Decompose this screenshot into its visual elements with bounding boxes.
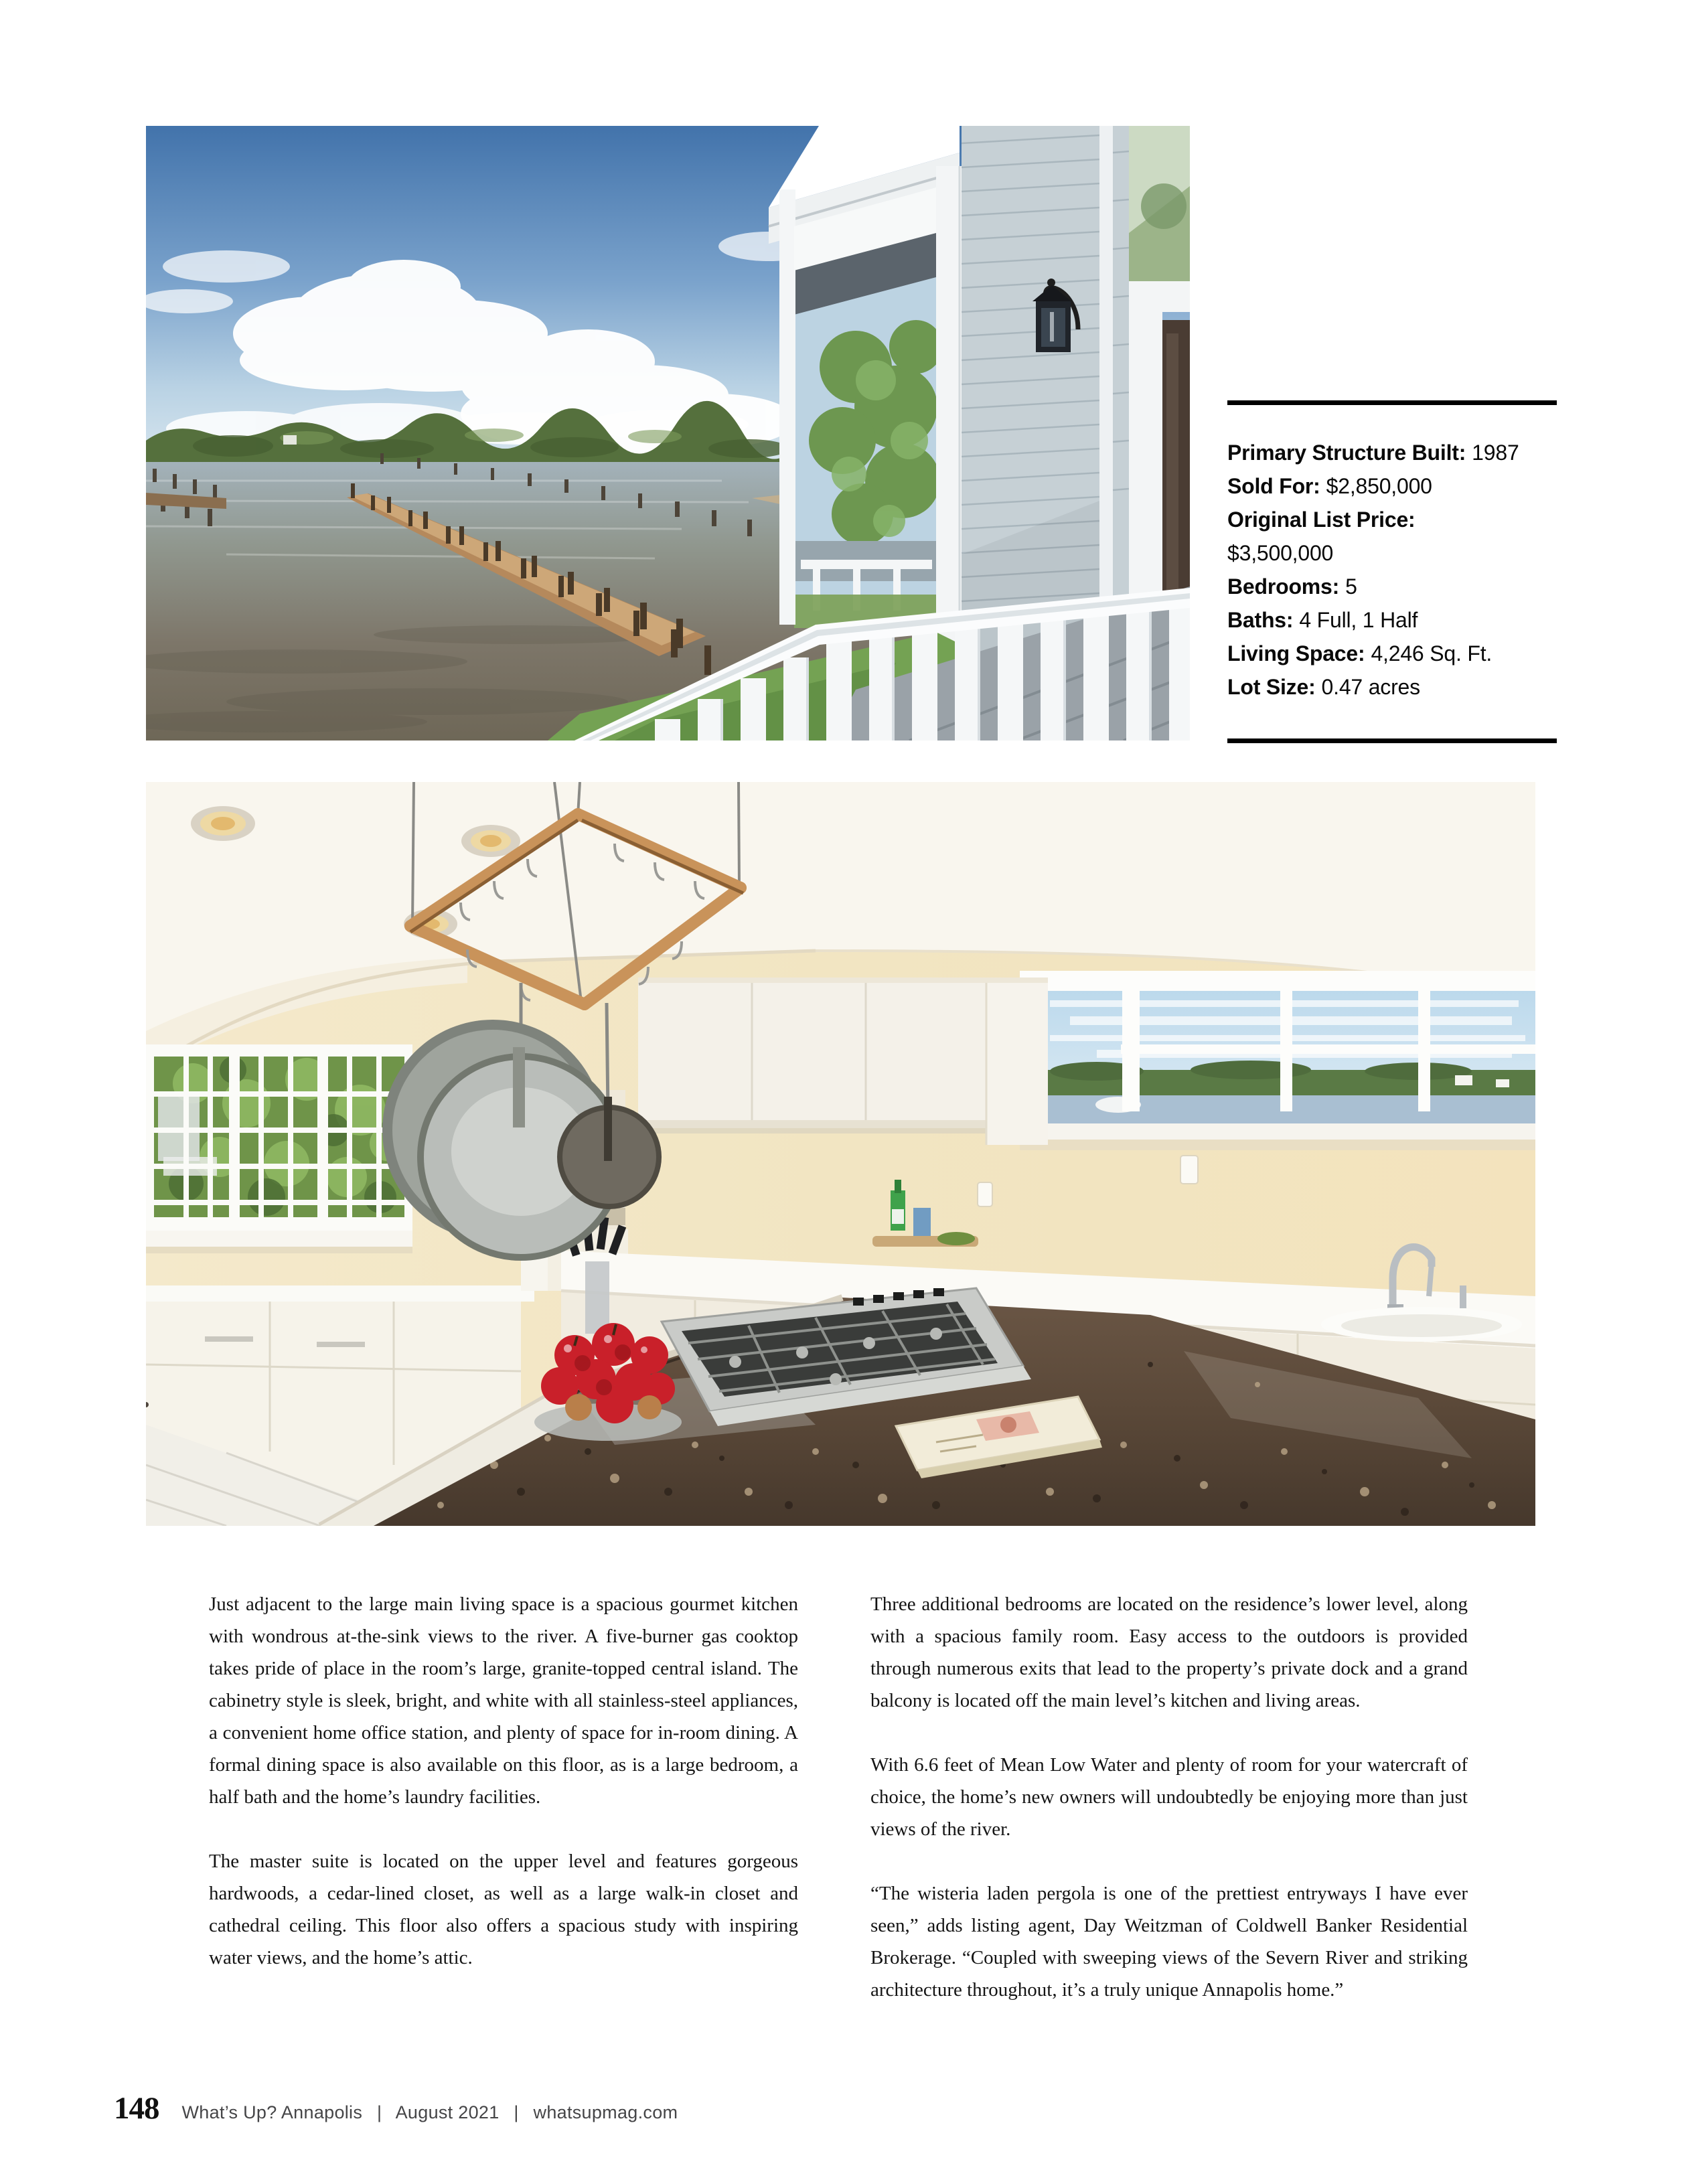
garden-window <box>146 1044 412 1253</box>
footer-website: whatsupmag.com <box>533 2102 678 2122</box>
kitchen-photo <box>146 782 1535 1526</box>
property-stats-box <box>1227 400 1557 743</box>
paragraph-agent-quote: “The wisteria laden pergola is one of the prettiest entryways I have ever seen,” adds listing agent, Day Weitzman of Coldwell Banker Residential Brokerage. “Coupled with sweeping views of the Severn River and striking architecture throughout, it’s a truly unique Annapolis home.” <box>870 1883 1468 2001</box>
stat-original-list-price-label: Original List Price: <box>1227 508 1416 532</box>
footer-issue: August 2021 <box>395 2102 500 2122</box>
paragraph-kitchen: Just adjacent to the large main living space is a spacious gourmet kitchen with wondrous at-the-sink views to the river. A five-burner gas cooktop takes pride of place in the room’s large, granite-topped central island. The cabinetry style is sleek, bright, and white with all stainless-steel appliances, a convenient home office station, and plenty of space for in-room dining. A formal dining space is also available on this floor, as is a large bedroom, a half bath and the home’s laundry facilities. <box>209 1593 798 1808</box>
footer-separator: | <box>376 2102 382 2122</box>
paragraph-master-suite: The master suite is located on the upper level and features gorgeous hardwoods, a cedar-lined closet, as well as a large walk-in closet and cathedral ceiling. This floor also offers a spacious study with inspiring water views, and the home’s attic. <box>209 1851 798 1968</box>
paragraph-waterfront: With 6.6 feet of Mean Low Water and plenty of room for your watercraft of choice, the home’s new owners will undoubtedly be enjoying more than just views of the river. <box>870 1754 1468 1840</box>
footer-separator: | <box>514 2102 519 2122</box>
stat-bedrooms: Bedrooms: 5 <box>1227 574 1357 599</box>
footer-meta <box>182 2102 678 2123</box>
article-column-right <box>870 1588 1468 2038</box>
stat-sold-for: Sold For: $2,850,000 <box>1227 474 1432 498</box>
river-view-window <box>1020 971 1535 1150</box>
footer-magazine-name: What’s Up? Annapolis <box>181 2102 363 2122</box>
stat-baths: Baths: 4 Full, 1 Half <box>1227 608 1418 632</box>
kitchen-scene <box>146 782 1535 1526</box>
page-footer <box>114 2090 678 2126</box>
upper-cabinets <box>638 978 1048 1145</box>
stat-structure-built: Primary Structure Built: 1987 <box>1227 441 1519 465</box>
article-column-left <box>209 1588 798 2006</box>
balcony-river-scene <box>146 126 1190 740</box>
page-number: 148 <box>114 2091 159 2126</box>
stat-living-space: Living Space: 4,246 Sq. Ft. <box>1227 641 1493 666</box>
stat-lot-size: Lot Size: 0.47 acres <box>1227 675 1420 699</box>
stat-original-list-price-value: $3,500,000 <box>1227 541 1334 565</box>
balcony-river-photo <box>146 126 1190 740</box>
paragraph-lower-level: Three additional bedrooms are located on the residence’s lower level, along with a spacious family room. Easy access to the outdoors is provided through numerous exits that lead to the property’s private dock and a grand balcony is located off the main level’s kitchen and living areas. <box>870 1593 1468 1711</box>
